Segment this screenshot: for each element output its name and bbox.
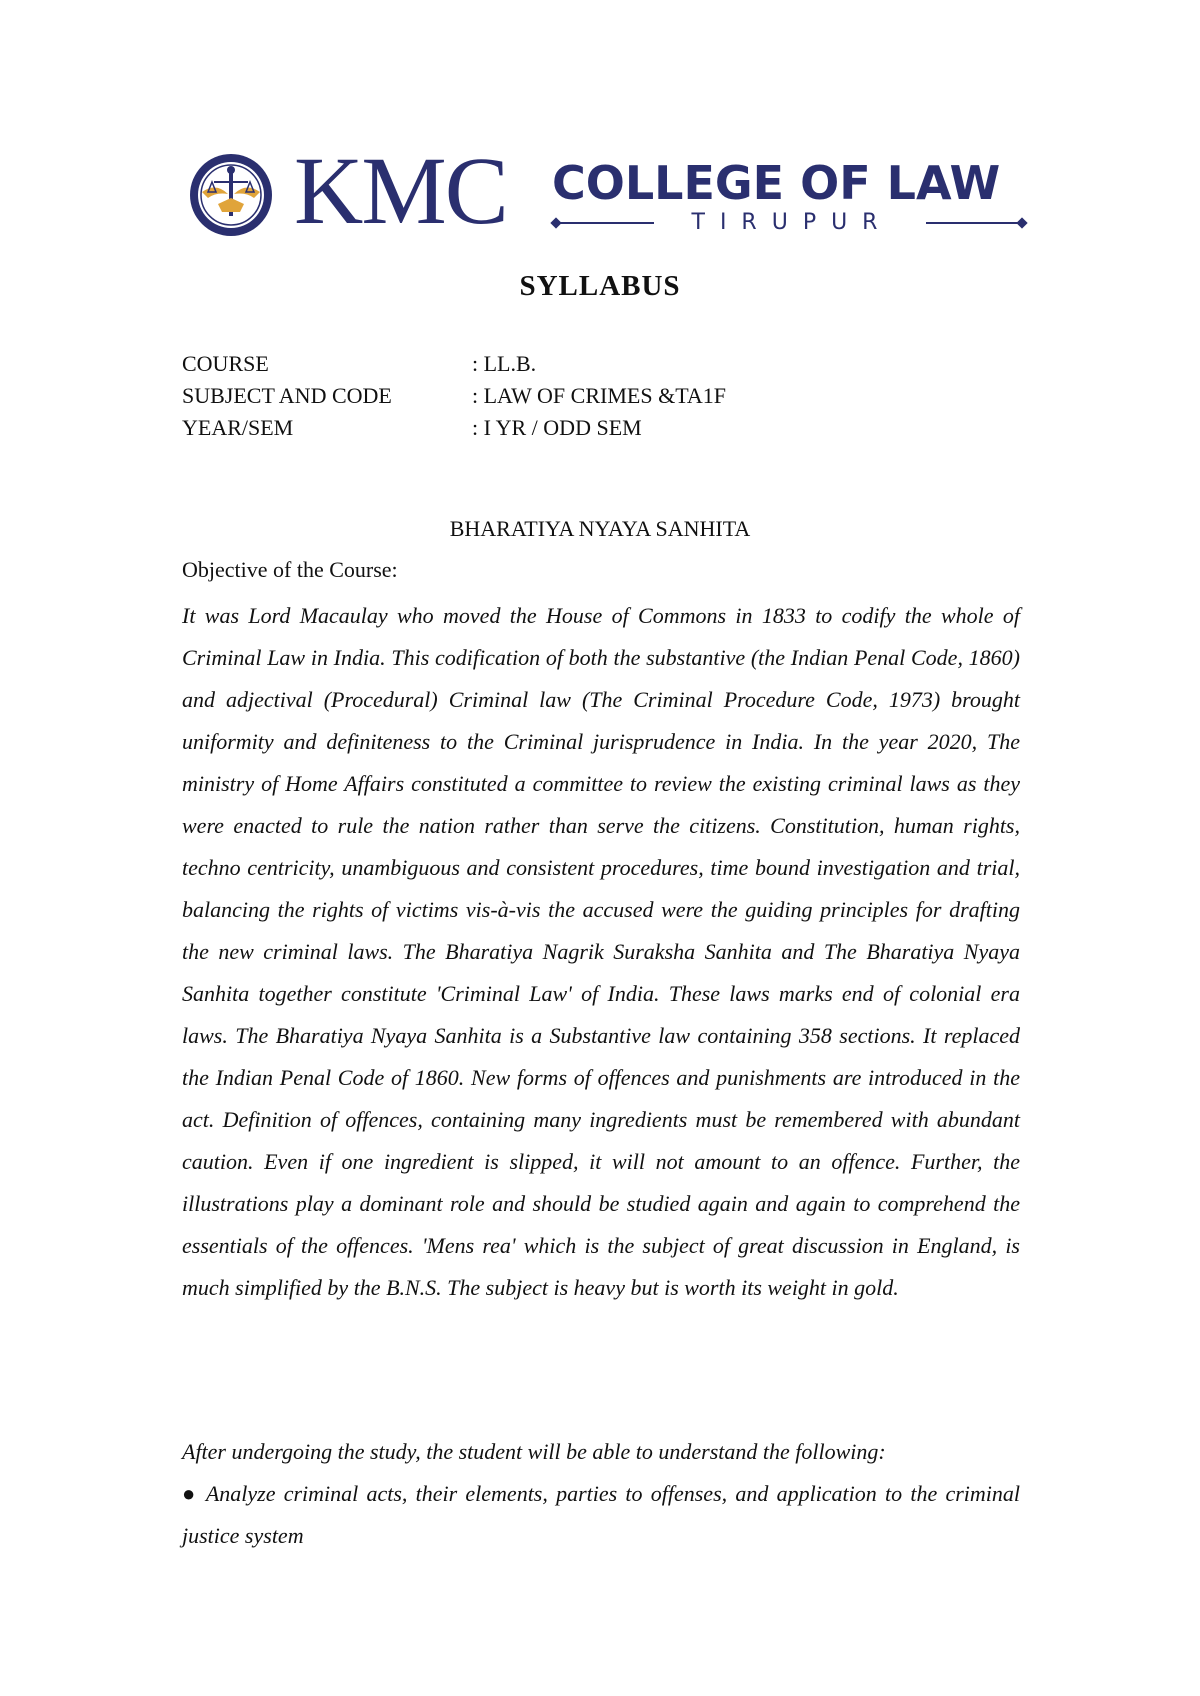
divider	[926, 222, 1022, 224]
college-emblem-icon	[188, 152, 274, 238]
info-row-subject	[182, 380, 882, 412]
logo-college-name: COLLEGE OF LAW	[552, 156, 1001, 210]
college-logo	[188, 137, 1028, 244]
info-label: COURSE	[182, 351, 269, 376]
info-value: : LAW OF CRIMES &TA1F	[472, 383, 726, 408]
logo-name: KMC	[294, 137, 507, 244]
info-row-year-sem	[182, 412, 882, 444]
logo-city: TIRUPUR	[691, 210, 893, 235]
outcome-bullet: ● Analyze criminal acts, their elements, parties to offenses, and application to the criminal justice system	[182, 1481, 1020, 1548]
divider	[558, 222, 654, 224]
outcomes-intro: After undergoing the study, the student will be able to understand the following:	[182, 1439, 886, 1464]
info-row-course	[182, 348, 882, 380]
info-label: SUBJECT AND CODE	[182, 383, 392, 408]
info-label: YEAR/SEM	[182, 415, 294, 440]
objective-paragraph: It was Lord Macaulay who moved the House of Commons in 1833 to codify the whole of Criminal Law in India. This codification of both the substantive (the Indian Penal Code, 1860) and adjectival (Procedural) Criminal law (The Criminal Procedure Code, 1973) brought uniformity and definiteness to the Criminal jurisprudence in India. In the year 2020, The ministry of Home Affairs constituted a committee to review the existing criminal laws as they were enacted to rule the nation rather than serve the citizens. Constitution, human rights, techno centricity, unambiguous and consistent procedures, time bound investigation and trial, balancing the rights of victims vis-à-vis the accused were the guiding principles for drafting the new criminal laws. The Bharatiya Nagrik Suraksha Sanhita and The Bharatiya Nyaya Sanhita together constitute 'Criminal Law' of India. These laws marks end of colonial era laws. The Bharatiya Nyaya Sanhita is a Substantive law containing 358 sections. It replaced the Indian Penal Code of 1860. New forms of offences and punishments are introduced in the act. Definition of offences, containing many ingredients must be remembered with abundant caution. Even if one ingredient is slipped, it will not amount to an offence. Further, the illustrations play a dominant role and should be studied again and again to comprehend the essentials of the offences. 'Mens rea' which is the subject of great discussion in England, is much simplified by the B.N.S. The subject is heavy but is worth its weight in gold.	[182, 603, 1020, 1300]
diamond-icon	[1016, 217, 1027, 228]
course-info	[182, 348, 882, 444]
info-value: : LL.B.	[472, 351, 537, 376]
info-value: : I YR / ODD SEM	[472, 415, 642, 440]
subject-title: BHARATIYA NYAYA SANHITA	[449, 516, 751, 541]
logo-city-row	[552, 210, 1028, 236]
objective-heading: Objective of the Course:	[182, 557, 398, 582]
page-title: SYLLABUS	[519, 270, 681, 302]
